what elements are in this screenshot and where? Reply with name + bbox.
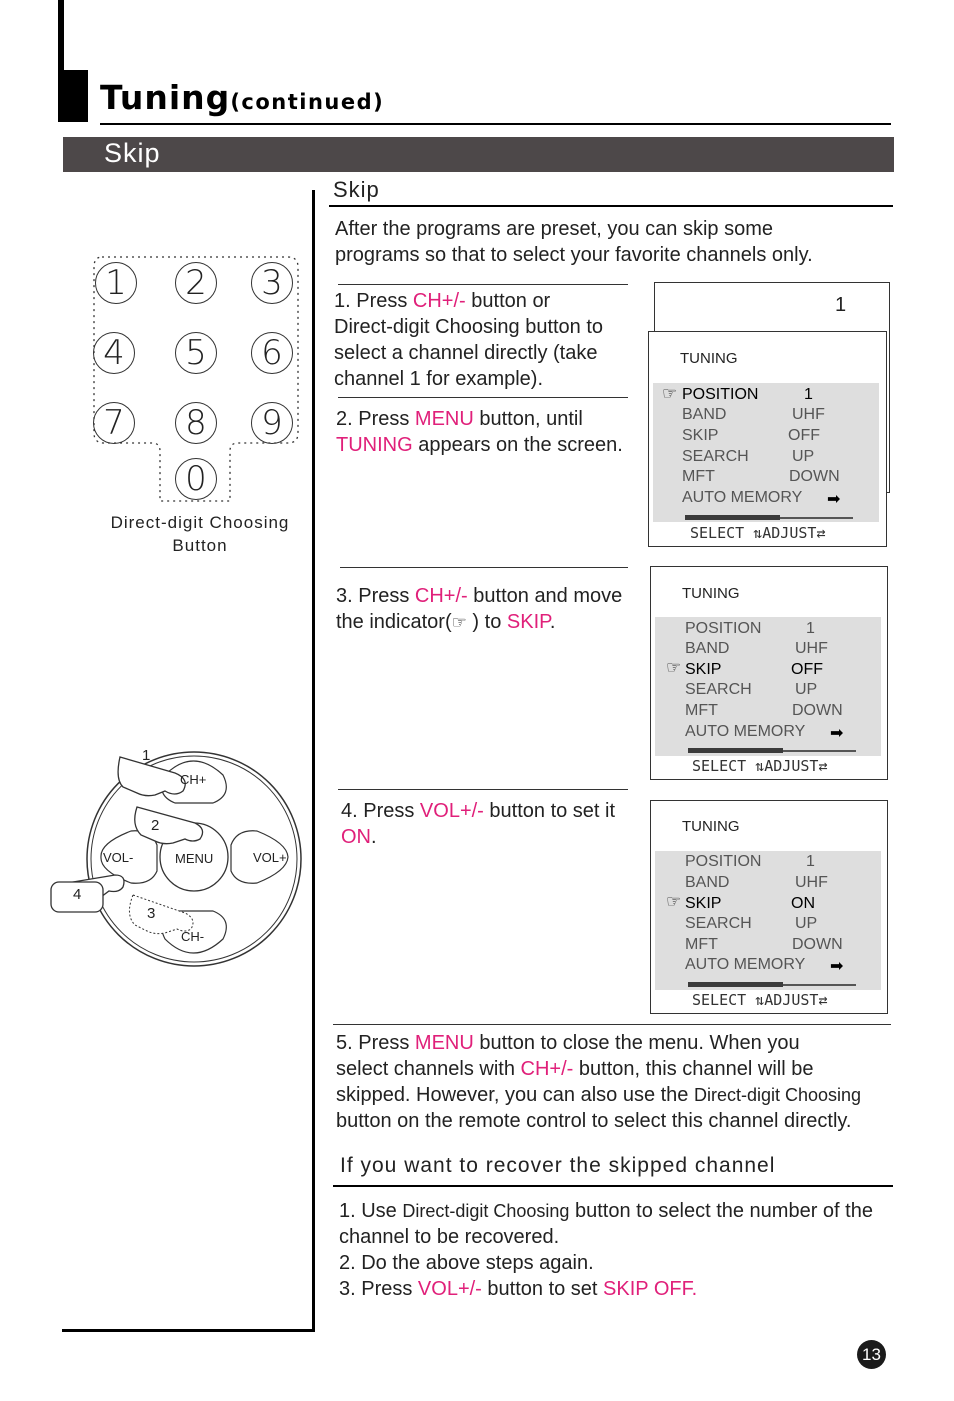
recover-line: channel to be recovered. (339, 1226, 560, 1248)
step-highlight: MENU (414, 408, 474, 430)
step-5 (336, 1030, 861, 1134)
subsection-rule (329, 205, 893, 207)
step-rule (340, 567, 628, 568)
osd-value: 1 (804, 386, 813, 403)
digit-key-9[interactable]: 9 (251, 402, 293, 444)
step-text-small: Direct-digit Choosing (402, 1201, 570, 1221)
callout-3: 3 (147, 905, 156, 922)
osd-value: DOWN (792, 702, 843, 719)
osd-footer (692, 991, 827, 1009)
step-1 (334, 288, 603, 392)
leftright-arrow-icon: ⇄ (818, 757, 828, 775)
step-text: . (371, 826, 377, 848)
osd-menu-3 (650, 800, 888, 1014)
osd-key: MFT (682, 468, 715, 485)
osd-key: SEARCH (685, 915, 752, 932)
menu-label: MENU (175, 851, 214, 866)
osd-value: 1 (806, 620, 815, 637)
step-highlight: CH+/- (520, 1058, 574, 1080)
osd-value: DOWN (792, 936, 843, 953)
osd-footer-adjust: ADJUST (764, 757, 819, 775)
step-text: button and move (467, 585, 623, 607)
section-bar (63, 137, 894, 172)
osd-key: AUTO MEMORY (685, 956, 806, 973)
intro-text (335, 216, 813, 268)
osd-key: SKIP (685, 661, 722, 678)
column-bottom-rule (62, 1329, 315, 1332)
page-title-suffix: (continued) (230, 90, 385, 114)
osd-key: BAND (685, 874, 730, 891)
osd-key: BAND (682, 406, 727, 423)
osd-title: TUNING (680, 350, 738, 367)
vol-minus-label: VOL- (103, 850, 134, 865)
arrow-right-icon: ➡ (827, 491, 841, 508)
osd-key: BAND (685, 640, 730, 657)
step-highlight: CH+/- (414, 585, 468, 607)
hand-indicator-icon: ☞ (666, 892, 682, 911)
step-text: button to set it (483, 800, 616, 822)
step-highlight: SKIP OFF. (603, 1278, 698, 1300)
step-text: . (549, 611, 556, 633)
step-highlight: CH+/- (412, 290, 466, 312)
osd-value: UP (792, 448, 815, 465)
leftright-arrow-icon: ⇄ (818, 991, 828, 1009)
step-text: the indicator( (336, 611, 452, 633)
step-5-line: button on the remote control to select this channel directly. (336, 1110, 852, 1132)
step-1-line: select a channel directly (take (334, 342, 598, 364)
digit-key-5[interactable]: 5 (175, 332, 217, 374)
recover-line (339, 1198, 873, 1224)
hand-pointer-3 (129, 895, 193, 934)
osd-key: SEARCH (682, 448, 749, 465)
step-highlight: VOL+/- (419, 800, 484, 822)
recover-rule (333, 1185, 893, 1187)
updown-arrow-icon: ⇅ (755, 991, 765, 1009)
step-text: button to select the number of the (569, 1200, 873, 1222)
step-rule (338, 789, 628, 790)
step-text: button to set (481, 1278, 604, 1300)
updown-arrow-icon: ⇅ (753, 524, 763, 542)
intro-line: After the programs are preset, you can skip some (335, 218, 773, 240)
osd-footer (692, 757, 827, 775)
osd-value: OFF (791, 661, 823, 678)
osd-key: MFT (685, 936, 718, 953)
callout-4: 4 (73, 886, 82, 903)
step-highlight: TUNING (336, 434, 413, 456)
page-title (100, 78, 384, 117)
osd-value: DOWN (789, 468, 840, 485)
hand-pointer-1 (118, 757, 185, 796)
digit-key-6[interactable]: 6 (251, 332, 293, 374)
osd-key: AUTO MEMORY (685, 723, 806, 740)
digit-key-1[interactable]: 1 (95, 262, 137, 304)
osd-value: UHF (795, 640, 828, 657)
digit-key-7[interactable]: 7 (93, 402, 135, 444)
step-1-line: Direct-digit Choosing button to (334, 316, 604, 338)
osd-footer-select: SELECT (692, 991, 747, 1009)
osd-level-fill (688, 748, 783, 753)
step-text: 2. Press (336, 408, 415, 430)
osd-footer-select: SELECT (690, 524, 745, 542)
osd-key: SKIP (685, 895, 722, 912)
column-divider (312, 190, 315, 1332)
osd-level-fill (685, 515, 780, 520)
updown-arrow-icon: ⇅ (755, 757, 765, 775)
osd-footer-adjust: ADJUST (762, 524, 817, 542)
osd-menu-2 (650, 566, 888, 780)
ch-plus-label: CH+ (180, 772, 207, 787)
osd-footer-adjust: ADJUST (764, 991, 819, 1009)
step-text: 1. Use (339, 1200, 403, 1222)
step-2-line (336, 406, 623, 432)
step-4 (341, 798, 615, 850)
header-rule (100, 123, 891, 125)
arrow-right-icon: ➡ (830, 725, 844, 742)
osd-footer-select: SELECT (692, 757, 747, 775)
step-3-line (336, 609, 622, 636)
recover-steps (339, 1198, 873, 1302)
keypad-caption-line: Direct-digit Choosing (110, 513, 290, 532)
step-highlight: ON (341, 826, 371, 848)
subsection-title: Skip (333, 177, 380, 202)
osd-key: POSITION (682, 386, 759, 403)
step-text: select channels with (336, 1058, 521, 1080)
step-rule (333, 1024, 891, 1025)
step-4-line (341, 824, 615, 850)
step-2 (336, 406, 623, 458)
osd-footer (690, 524, 825, 542)
callout-2: 2 (151, 817, 160, 834)
intro-line: programs so that to select your favorite channels only. (335, 244, 813, 266)
step-text: 5. Press (336, 1032, 415, 1054)
step-3-line (336, 583, 622, 609)
osd-key: SEARCH (685, 681, 752, 698)
osd-value: 1 (806, 853, 815, 870)
digit-key-8[interactable]: 8 (175, 402, 217, 444)
vol-plus-label: VOL+ (253, 850, 287, 865)
step-1-line (334, 288, 603, 314)
ch-minus-label: CH- (181, 929, 205, 944)
step-text: 3. Press (339, 1278, 418, 1300)
osd-key: MFT (685, 702, 718, 719)
step-4-line (341, 798, 615, 824)
hand-indicator-icon: ☞ (662, 384, 678, 403)
step-text: button, until (473, 408, 583, 430)
step-text: ) to (466, 611, 507, 633)
leftright-arrow-icon: ⇄ (816, 524, 826, 542)
step-text: button or (465, 290, 551, 312)
step-text: 1. Press (334, 290, 413, 312)
osd-key: SKIP (682, 427, 719, 444)
page-title-text: Tuning (100, 78, 231, 117)
keypad-caption (90, 511, 310, 557)
osd-menu-1 (648, 331, 887, 547)
channel-number: 1 (835, 294, 847, 316)
digit-key-2[interactable]: 2 (175, 262, 217, 304)
step-2-line (336, 432, 623, 458)
step-3 (336, 583, 622, 636)
recover-line (339, 1276, 873, 1302)
hand-indicator-icon: ☞ (451, 613, 467, 632)
header-block (58, 70, 88, 122)
osd-key: AUTO MEMORY (682, 489, 803, 506)
hand-indicator-icon: ☞ (666, 658, 682, 677)
step-5-line (336, 1030, 861, 1056)
osd-key: POSITION (685, 853, 762, 870)
osd-value: UP (795, 681, 818, 698)
osd-value: OFF (788, 427, 820, 444)
osd-title: TUNING (682, 585, 740, 602)
step-text: 4. Press (341, 800, 420, 822)
hand-pointer-2 (135, 807, 203, 844)
osd-level-fill (688, 982, 783, 987)
page-number: 13 (857, 1340, 886, 1369)
step-text: button to close the menu. When you (473, 1032, 800, 1054)
digit-key-0[interactable]: 0 (175, 458, 217, 500)
step-text-small: Direct-digit Choosing (694, 1085, 862, 1105)
step-5-line (336, 1082, 861, 1108)
step-1-line: channel 1 for example). (334, 368, 544, 390)
step-rule (338, 284, 628, 285)
recover-title: If you want to recover the skipped channel (340, 1154, 776, 1177)
osd-title: TUNING (682, 818, 740, 835)
osd-value: UP (795, 915, 818, 932)
keypad-caption-line: Button (172, 536, 228, 555)
step-highlight: VOL+/- (417, 1278, 482, 1300)
osd-value: UHF (792, 406, 825, 423)
step-text: appears on the screen. (412, 434, 623, 456)
step-highlight: MENU (414, 1032, 474, 1054)
arrow-right-icon: ➡ (830, 958, 844, 975)
osd-value: UHF (795, 874, 828, 891)
osd-key: POSITION (685, 620, 762, 637)
digit-key-4[interactable]: 4 (93, 332, 135, 374)
step-highlight: SKIP (506, 611, 550, 633)
step-text: button, this channel will be (573, 1058, 814, 1080)
recover-line: 2. Do the above steps again. (339, 1252, 594, 1274)
step-5-line (336, 1056, 861, 1082)
osd-value: ON (791, 895, 815, 912)
digit-key-3[interactable]: 3 (251, 262, 293, 304)
step-rule (338, 397, 628, 398)
callout-1: 1 (142, 747, 151, 764)
section-title: Skip (104, 138, 161, 168)
step-text: skipped. However, you can also use the (336, 1084, 694, 1106)
step-text: 3. Press (336, 585, 415, 607)
